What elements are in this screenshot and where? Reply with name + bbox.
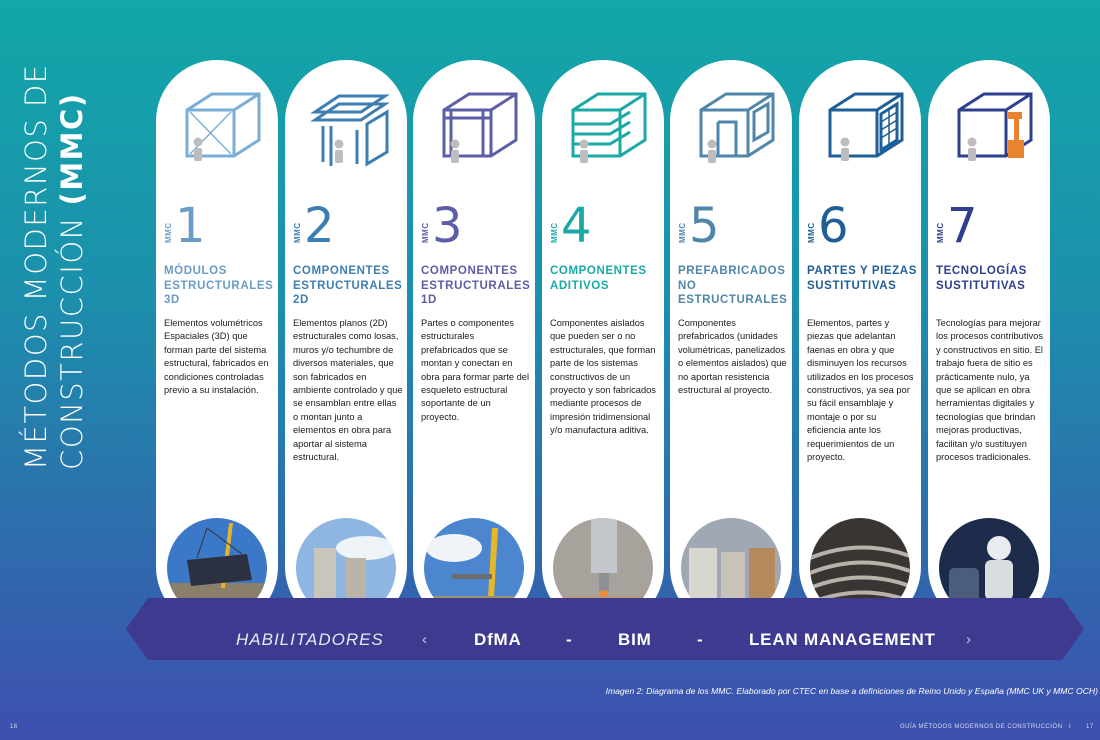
mmc-number: 1 — [175, 198, 206, 254]
mmc-description: Elementos, partes y piezas que adelantan faenas en obra y que disminuyen los recursos utilizados en los procesos constructivos, ya sea por su fácil ensamblaje y montaje o por su eficiencia ante los requerimientos de un proyecto. — [807, 318, 914, 463]
mmc-title: PARTES Y PIEZAS SUSTITUTIVAS — [807, 265, 917, 292]
mmc-number: 2 — [304, 198, 335, 254]
chevron-right-icon: › — [966, 631, 971, 648]
enabler-separator: - — [566, 630, 573, 649]
mmc-card-2 — [285, 60, 407, 628]
mmc-card-1 — [156, 60, 278, 628]
mmc-description: Componentes prefabricados (unidades volumétricas, panelizados o elementos aislados) que no aportan resistencia estructural al proyecto. — [678, 318, 787, 396]
3d-module-cube-icon — [164, 82, 270, 182]
side-title-line1: MÉTODOS MODERNOS DE — [19, 63, 53, 470]
mmc-tag: MMC — [421, 222, 430, 244]
mmc-card-3 — [413, 60, 535, 628]
mmc-number: 3 — [432, 198, 463, 254]
enabler-lean-management: LEAN MANAGEMENT — [749, 630, 936, 649]
mmc-description: Tecnologías para mejorar los procesos contributivos y constructivos en sitio. El trabajo fuera de sitio es prácticamente nulo, ya que se aplican en obra herramientas digitales y tecnologías que brindan mejoras productivas, facilitan y/o sustituyen procesos tradicionales. — [936, 318, 1043, 463]
mmc-card-6 — [799, 60, 921, 628]
mmc-description: Partes o componentes estructurales prefabricados que se montan y conectan en obra para formar parte del esqueleto estructural soportante de un proyecto. — [421, 318, 530, 422]
side-title-line2: CONSTRUCCIÓN (MMC) — [55, 92, 89, 470]
page-number-left: 16 — [10, 724, 18, 730]
mmc-card-4 — [542, 60, 664, 628]
enabler-dfma: DfMA — [474, 630, 522, 649]
mmc-number: 6 — [818, 198, 849, 254]
figure-caption: Imagen 2: Diagrama de los MMC. Elaborado por CTEC en base a definiciones de Reino Unido y España (MMC UK y MMC OCH) — [605, 686, 1098, 696]
enabler-separator: - — [697, 630, 704, 649]
footer-guide-title: GUÍA MÉTODOS MODERNOS DE CONSTRUCCIÓN — [900, 724, 1063, 730]
additive-layers-icon — [550, 82, 656, 182]
mmc-title: TECNOLOGÍAS SUSTITUTIVAS — [936, 265, 1027, 292]
mmc-tag: MMC — [936, 222, 945, 244]
mmc-title: COMPONENTES ESTRUCTURALES 1D — [421, 265, 531, 306]
mmc-number: 7 — [947, 198, 978, 254]
1d-frame-icon — [421, 82, 527, 182]
side-title — [18, 30, 90, 470]
mmc-tag: MMC — [807, 222, 816, 244]
chevron-left-icon: ‹ — [422, 631, 427, 648]
mmc-title: COMPONENTES ADITIVOS — [550, 265, 647, 292]
mmc-number: 5 — [689, 198, 720, 254]
mmc-tag: MMC — [164, 222, 173, 244]
enabler-bim: BIM — [618, 630, 652, 649]
mmc-card-7 — [928, 60, 1050, 628]
mmc-title: MÓDULOS ESTRUCTURALES 3D — [164, 265, 274, 306]
mmc-tag: MMC — [293, 222, 302, 244]
mmc-tag: MMC — [550, 222, 559, 244]
mmc-title: PREFABRICADOS NO ESTRUCTURALES — [678, 265, 788, 306]
robot-arm-technology-icon — [936, 82, 1042, 182]
footer-separator: I — [1069, 724, 1072, 730]
page-number-right: 17 — [1086, 724, 1094, 730]
prefab-non-structural-icon — [678, 82, 784, 182]
mmc-description: Componentes aislados que pueden ser o no estructurales, que forman parte de los sistemas constructivos de un proyecto y son fabricados mediante procesos de impresión tridimensional y/o manufactura aditiva. — [550, 318, 656, 436]
mmc-description: Elementos planos (2D) estructurales como losas, muros y/o techumbre de diversos materiales, que son fabricados en ambiente controlado y que se ensamblan entre ellas o montan junto a elementos en obra para aportar al sistema estructural. — [293, 318, 403, 463]
substitutive-parts-icon — [807, 82, 913, 182]
mmc-number: 4 — [561, 198, 592, 254]
mmc-tag: MMC — [678, 222, 687, 244]
2d-panels-icon — [293, 82, 399, 182]
mmc-description: Elementos volumétricos Espaciales (3D) que forman parte del sistema estructural, fabricados en condiciones controladas previo a su instalación. — [164, 318, 269, 396]
enablers-label: HABILITADORES — [236, 630, 384, 649]
side-title-acronym: (MMC) — [55, 92, 89, 206]
mmc-card-5 — [670, 60, 792, 628]
mmc-title: COMPONENTES ESTRUCTURALES 2D — [293, 265, 403, 306]
